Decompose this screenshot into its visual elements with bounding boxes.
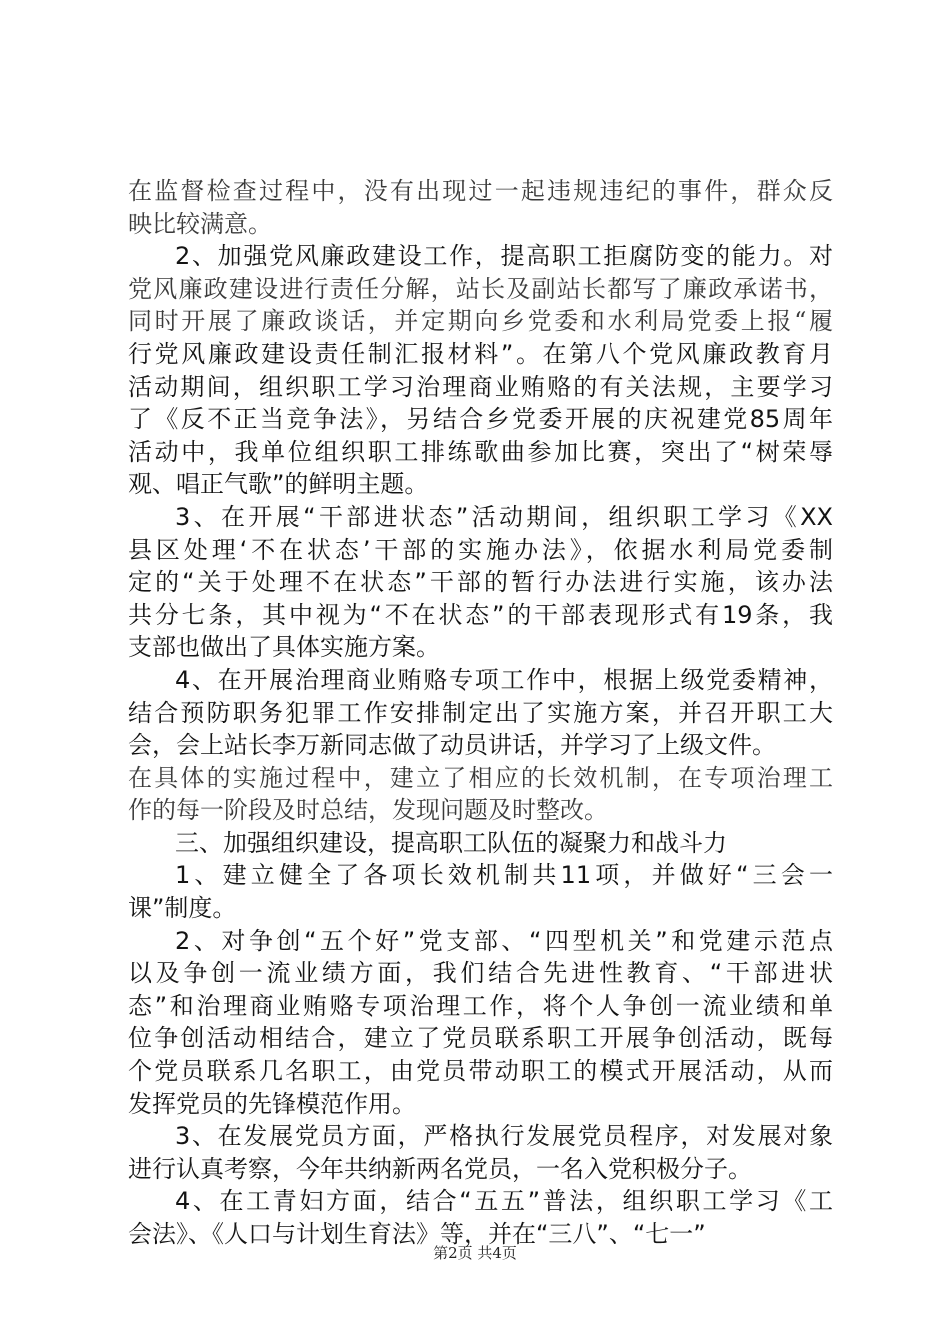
text-line: 4、在工青妇方面，结合“五五”普法，组织职工学习《工 (175, 1187, 833, 1216)
text-line: 以及争创一流业绩方面，我们结合先进性教育、“干部进状 (128, 959, 833, 988)
text-line: 态”和治理商业贿赂专项治理工作，将个人争创一流业绩和单 (128, 991, 833, 1020)
text-line: 会，会上站长李万新同志做了动员讲话，并学习了上级文件。 (128, 731, 776, 760)
text-line: 进行认真考察，今年共纳新两名党员，一名入党积极分子。 (128, 1154, 752, 1183)
text-line: 活动中，我单位组织职工排练歌曲参加比赛，突出了“树荣辱 (128, 437, 833, 466)
text-line: 活动期间，组织职工学习治理商业贿赂的有关法规，主要学习 (128, 372, 833, 401)
text-line: 作的每一阶段及时总结，发现问题及时整改。 (128, 796, 608, 825)
text-line: 会法》、《人口与计划生育法》等，并在“三八”、“七一” (128, 1220, 706, 1248)
text-line: 县区处理‘不在状态’干部的实施办法》，依据水利局党委制 (128, 535, 833, 564)
page-footer: 第2页 共4页 (433, 1244, 517, 1262)
text-line: 3、在发展党员方面，严格执行发展党员程序，对发展对象 (175, 1122, 833, 1151)
text-line: 1、建立健全了各项长效机制共11项，并做好“三会一 (175, 861, 833, 890)
text-line: 在监督检查过程中，没有出现过一起违规违纪的事件，群众反 (128, 177, 833, 205)
text-line: 共分七条，其中视为“不在状态”的干部表现形式有19条，我 (128, 600, 833, 629)
text-line: 课”制度。 (128, 894, 237, 923)
text-line: 2、加强党风廉政建设工作，提高职工拒腐防变的能力。对 (175, 242, 833, 271)
text-line: 三、加强组织建设，提高职工队伍的凝聚力和战斗力 (175, 828, 727, 857)
document-body (128, 175, 833, 1251)
text-line: 位争创活动相结合，建立了党员联系职工开展争创活动，既每 (128, 1024, 833, 1053)
text-line: 个党员联系几名职工，由党员带动职工的模式开展活动，从而 (128, 1057, 833, 1086)
text-line: 行党风廉政建设责任制汇报材料”。在第八个党风廉政教育月 (128, 339, 833, 368)
text-line: 党风廉政建设进行责任分解，站长及副站长都写了廉政承诺书， (128, 274, 833, 303)
text-line: 结合预防职务犯罪工作安排制定出了实施方案，并召开职工大 (128, 698, 833, 727)
text-line: 同时开展了廉政谈话，并定期向乡党委和水利局党委上报“履 (128, 307, 833, 336)
text-line: 4、在开展治理商业贿赂专项工作中，根据上级党委精神， (175, 665, 833, 694)
text-line: 3、在开展“干部进状态”活动期间，组织职工学习《XX (175, 502, 833, 531)
text-line: 了《反不正当竞争法》，另结合乡党委开展的庆祝建党85周年 (128, 405, 833, 434)
text-line: 支部也做出了具体实施方案。 (128, 633, 440, 662)
text-line: 发挥党员的先锋模范作用。 (128, 1089, 416, 1118)
text-line: 映比较满意。 (128, 209, 272, 238)
text-line: 在具体的实施过程中，建立了相应的长效机制，在专项治理工 (128, 763, 833, 792)
text-line: 观、唱正气歌”的鲜明主题。 (128, 470, 429, 499)
text-line: 2、对争创“五个好”党支部、“四型机关”和党建示范点 (175, 926, 833, 955)
text-line: 定的“关于处理不在状态”干部的暂行办法进行实施，该办法 (128, 568, 833, 597)
